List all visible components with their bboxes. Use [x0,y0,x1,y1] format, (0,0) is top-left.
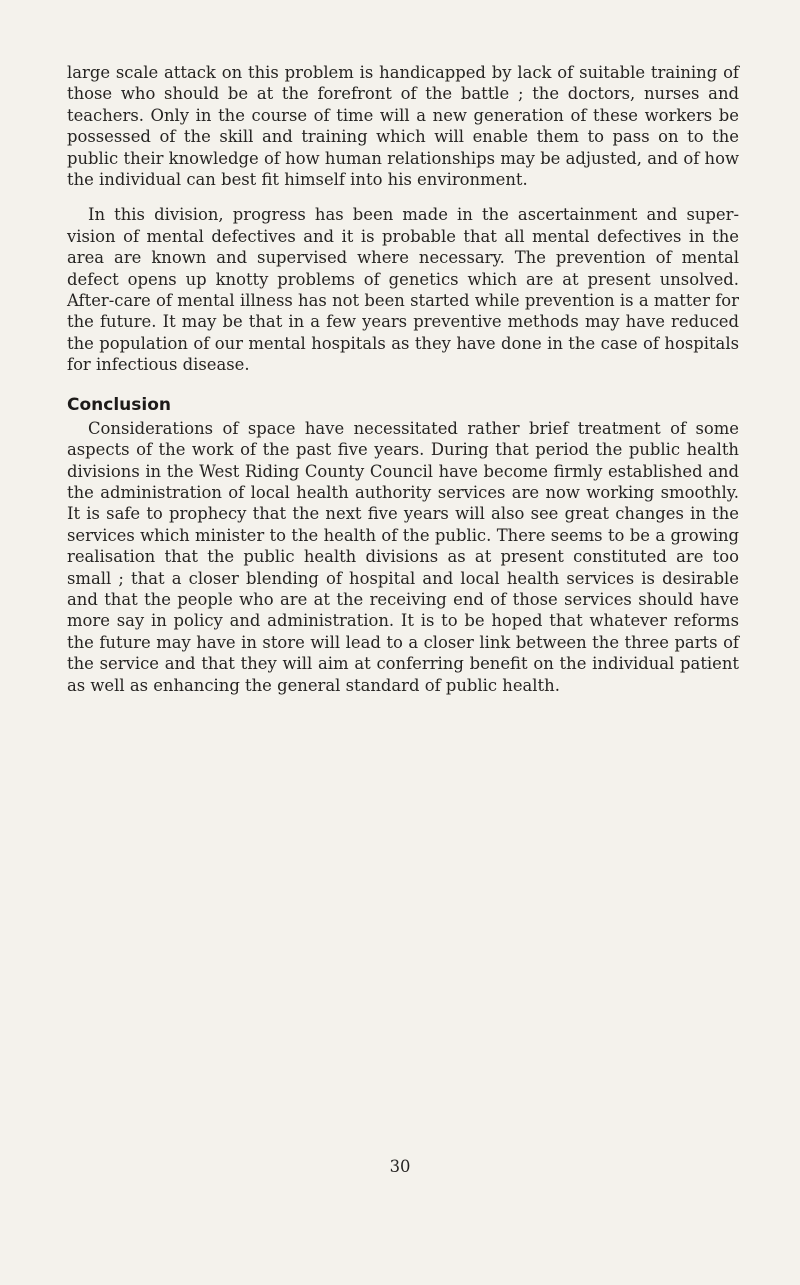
document-page [67,62,739,696]
body-paragraph-1: large scale attack on this problem is handicapped by lack of suitable training of those who should be at the forefront of the battle ; the doctors, nurses and teachers. Only in the course of time will a new generation of these workers be possessed of the skill and training which will enable them to pass on to the public their knowledge of how human relationships may be adjusted, and of how the individual can best fit himself into his environment. [67,63,739,190]
section-heading-conclusion: Conclusion [67,394,171,415]
body-paragraph-2: In this division, progress has been made in the ascertainment and super-vision of mental defectives and it is probable that all mental defectives in the area are known and supervised where necessary. The prevention of mental defect opens up knotty problems of genetics which are at present unsolved. After-care of mental illness has not been started while prevention is a matter for the future. It may be that in a few years preventive methods may have reduced the population of our mental hospitals as they have done in the case of hospitals for infectious disease. [67,205,739,375]
conclusion-paragraph: Considerations of space have necessitated rather brief treatment of some aspects of the work of the past five years. During that period the public health divisions in the West Riding County Council have become firmly established and the administration of local health authority services are now working smoothly. It is safe to prophecy that the next five years will also see great changes in the services which minister to the health of the public. There seems to be a growing realisation that the public health divisions as at present constituted are too small ; that a closer blending of hospital and local health services is desirable and that the people who are at the receiving end of those services should have more say in policy and administration. It is to be hoped that whatever reforms the future may have in store will lead to a closer link between the three parts of the service and that they will aim at conferring benefit on the individual patient as well as enhancing the general standard of public health. [67,418,739,695]
page-number: 30 [389,1157,411,1176]
